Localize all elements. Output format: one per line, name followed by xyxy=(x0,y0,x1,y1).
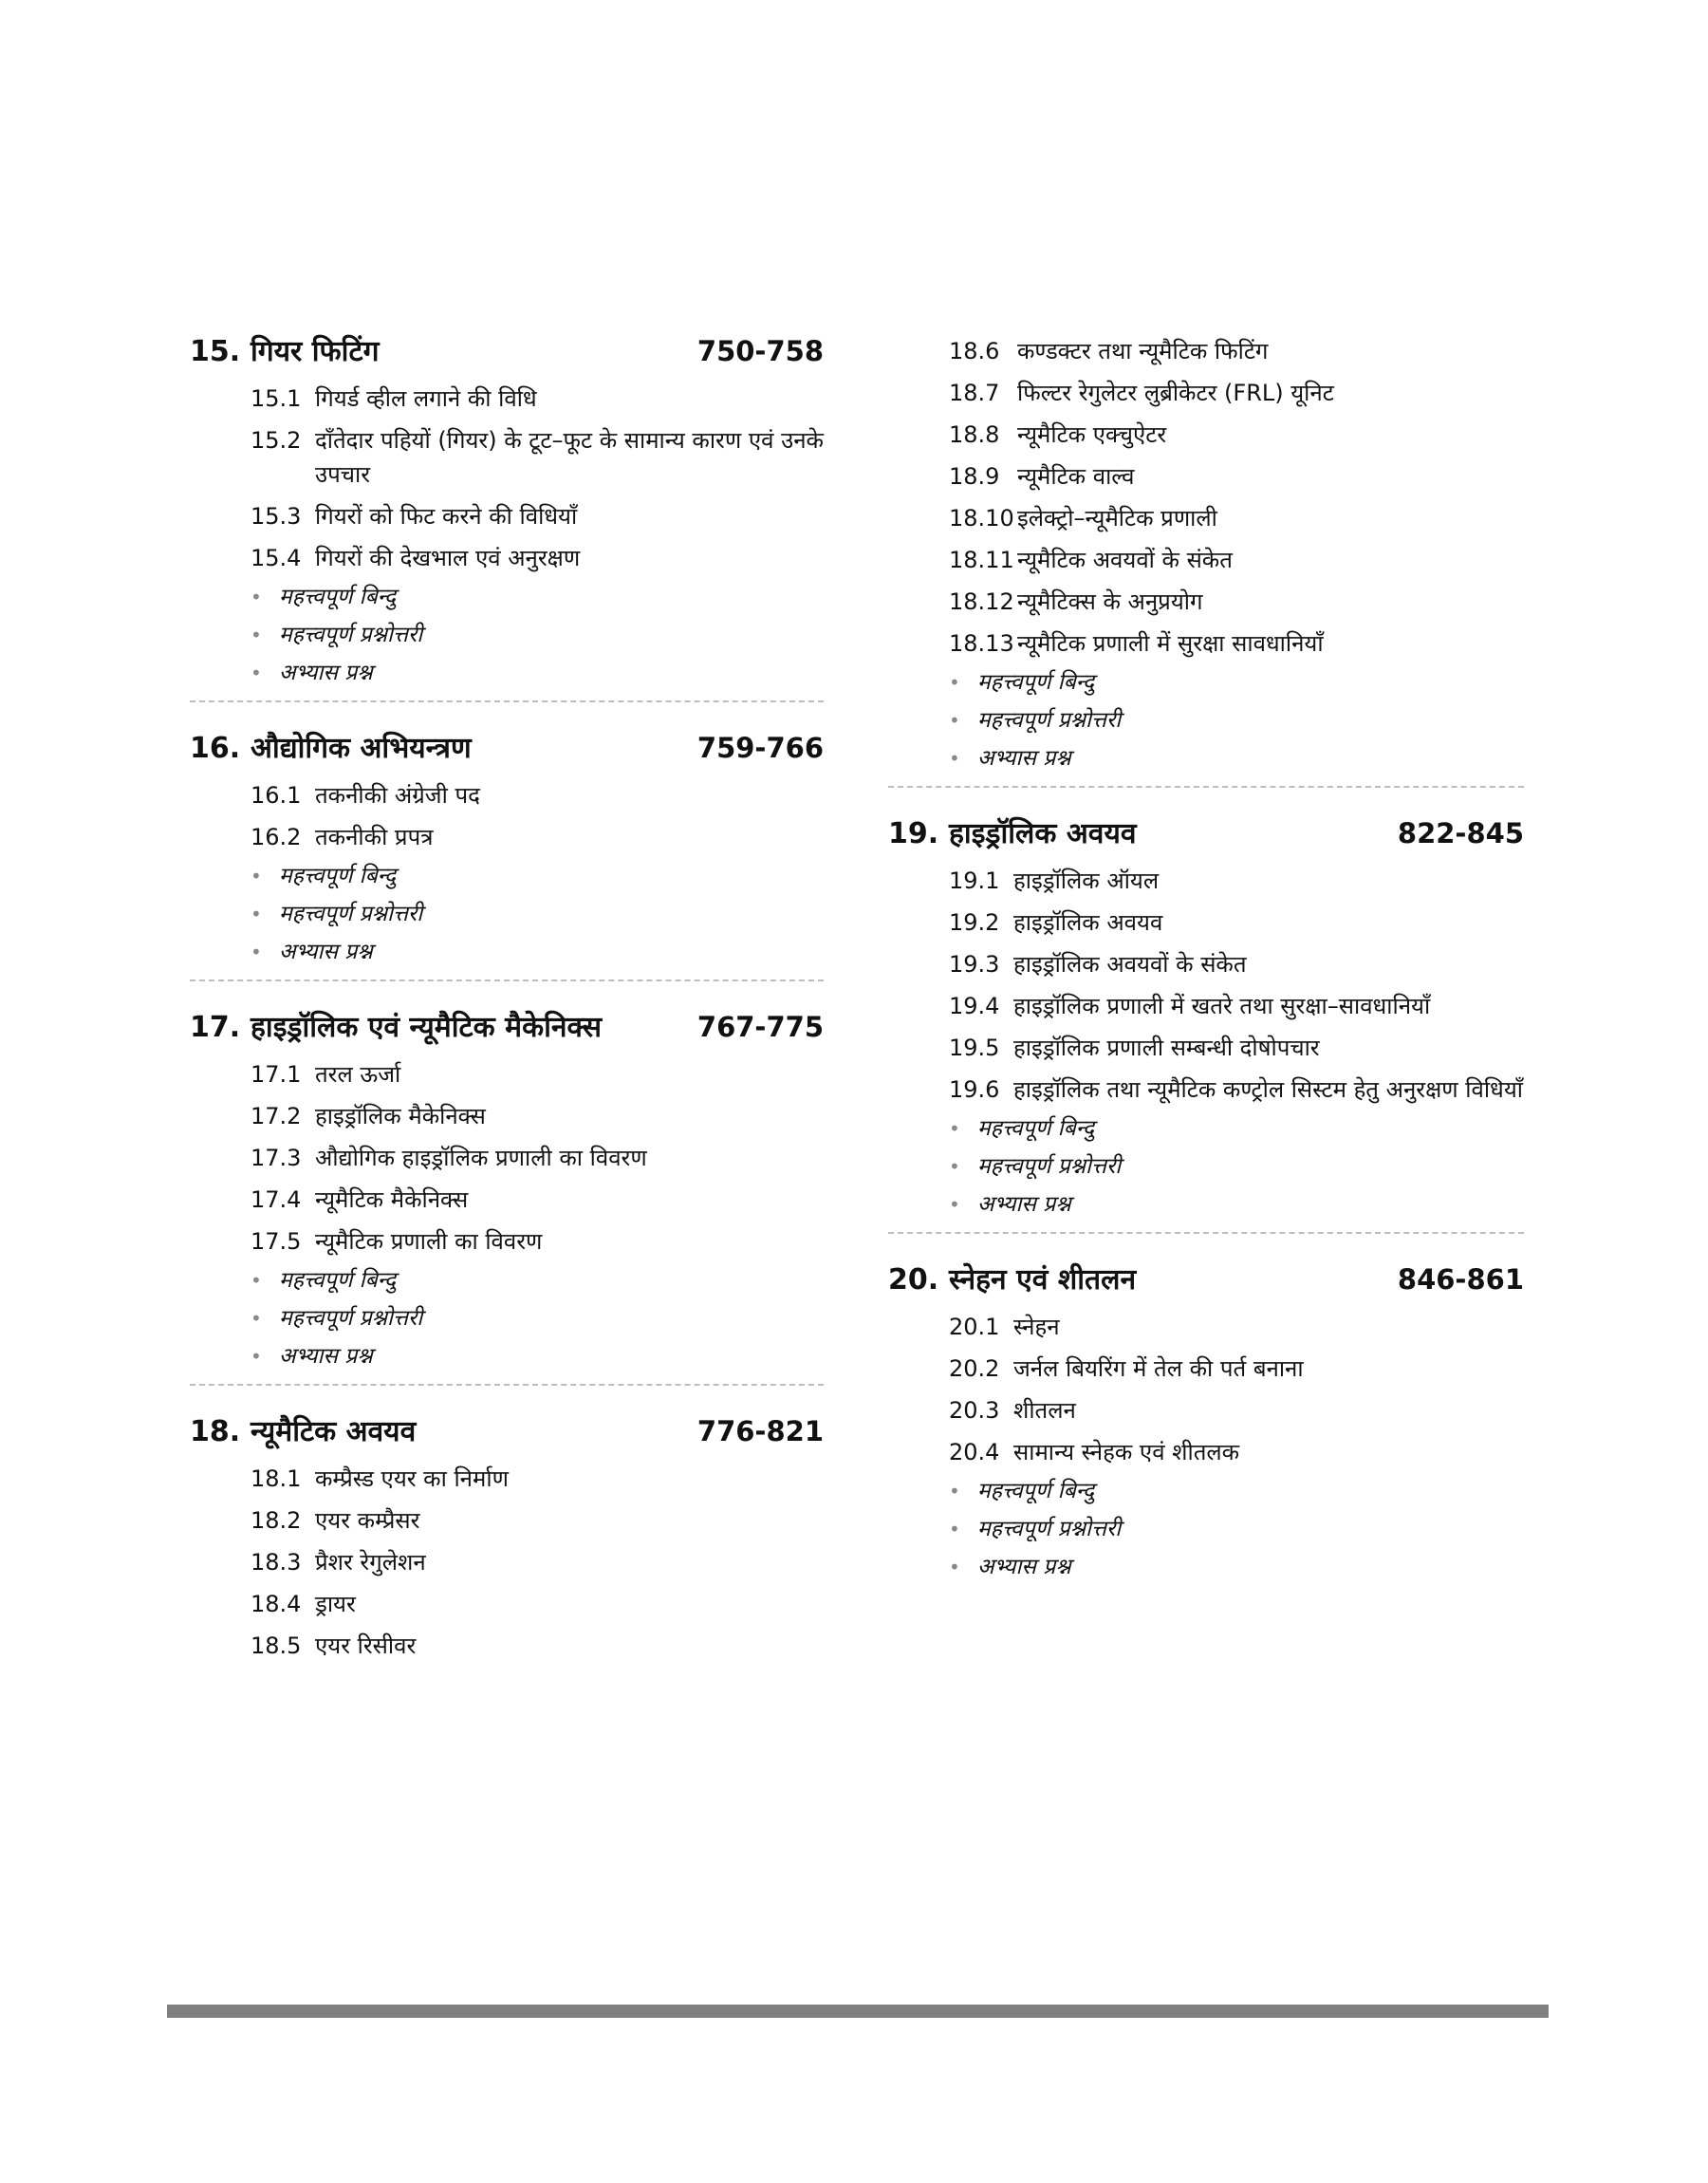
toc-right-column xyxy=(888,334,1524,1591)
topic-number: 18.12 xyxy=(949,588,1014,615)
chapter-heading xyxy=(888,812,1524,860)
bullet-dot-icon: • xyxy=(949,1193,960,1216)
topic-item xyxy=(949,1310,1524,1344)
extra-text: महत्त्वपूर्ण प्रश्नोत्तरी xyxy=(279,1306,423,1331)
extra-text: महत्त्वपूर्ण बिन्दु xyxy=(977,1116,1095,1141)
extra-item xyxy=(949,706,1524,735)
topic-text: हाइड्रॉलिक प्रणाली सम्बन्धी दोषोपचार xyxy=(1013,1035,1320,1061)
chapter-page-range: 759-766 xyxy=(696,732,824,764)
topic-item xyxy=(949,585,1524,619)
extra-item xyxy=(251,621,824,649)
topic-text: हाइड्रॉलिक तथा न्यूमैटिक कण्ट्रोल सिस्टम हेतु अनुरक्षण विधियाँ xyxy=(1013,1076,1523,1103)
chapter-page-range: 767-775 xyxy=(696,1011,824,1043)
topic-text: कम्प्रैस्ड एयर का निर्माण xyxy=(315,1465,509,1492)
topic-list xyxy=(888,1310,1524,1469)
extra-item xyxy=(949,1114,1524,1143)
topic-text: फिल्टर रेगुलेटर लुब्रीकेटर (FRL) यूनिट xyxy=(1017,380,1334,406)
extras-list xyxy=(888,1477,1524,1581)
topic-item xyxy=(251,423,824,492)
topic-text: गियरों को फिट करने की विधियाँ xyxy=(315,503,578,530)
topic-item xyxy=(251,499,824,533)
topic-text: प्रैशर रेगुलेशन xyxy=(315,1549,426,1576)
extra-item xyxy=(949,1553,1524,1581)
topic-item xyxy=(251,382,824,416)
chapter-page-range: 846-861 xyxy=(1397,1263,1524,1296)
topic-number: 17.2 xyxy=(251,1103,302,1129)
topic-item xyxy=(251,1099,824,1133)
topic-item xyxy=(251,820,824,854)
topic-text: कण्डक्टर तथा न्यूमैटिक फिटिंग xyxy=(1017,338,1269,364)
chapter-page-range: 750-758 xyxy=(696,335,824,367)
chapter-20 xyxy=(888,1259,1524,1581)
extra-item xyxy=(949,668,1524,697)
topic-number: 15.2 xyxy=(251,427,302,454)
bullet-dot-icon: • xyxy=(949,671,960,694)
topic-number: 19.3 xyxy=(949,951,1000,978)
topic-list xyxy=(888,334,1524,661)
topic-text: शीतलन xyxy=(1013,1397,1076,1424)
chapter-title: औद्योगिक अभियन्त्रण xyxy=(251,732,472,765)
bullet-dot-icon: • xyxy=(949,747,960,770)
topic-number: 17.5 xyxy=(251,1228,302,1255)
chapter-heading xyxy=(190,330,824,378)
topic-item xyxy=(949,1352,1524,1386)
chapter-number: 19. xyxy=(888,817,939,850)
topic-text: हाइड्रॉलिक अवयव xyxy=(1013,909,1163,936)
extras-list xyxy=(190,583,824,687)
chapter-page-range: 822-845 xyxy=(1397,817,1524,849)
extra-text: महत्त्वपूर्ण बिन्दु xyxy=(279,585,397,609)
topic-text: न्यूमैटिक मैकेनिक्स xyxy=(315,1186,469,1213)
topic-item xyxy=(949,459,1524,494)
extra-text: महत्त्वपूर्ण बिन्दु xyxy=(977,1479,1095,1503)
topic-number: 15.4 xyxy=(251,545,302,571)
topic-text: सामान्य स्नेहक एवं शीतलक xyxy=(1013,1439,1240,1465)
topic-text: औद्योगिक हाइड्रॉलिक प्रणाली का विवरण xyxy=(315,1145,647,1171)
extra-item xyxy=(949,1190,1524,1219)
topic-item xyxy=(949,905,1524,940)
section-divider xyxy=(190,980,824,981)
chapter-18 xyxy=(190,1410,824,1663)
bullet-dot-icon: • xyxy=(251,1307,262,1330)
topic-list xyxy=(190,1057,824,1259)
extra-text: अभ्यास प्रश्न xyxy=(977,746,1071,771)
topic-item xyxy=(949,418,1524,452)
chapter-title: हाइड्रॉलिक एवं न्यूमैटिक मैकेनिक्स xyxy=(251,1011,602,1044)
extra-text: महत्त्वपूर्ण प्रश्नोत्तरी xyxy=(977,708,1122,733)
extras-list xyxy=(888,1114,1524,1219)
topic-text: तकनीकी अंग्रेजी पद xyxy=(315,782,480,809)
topic-item xyxy=(949,1073,1524,1107)
chapter-heading xyxy=(190,727,824,774)
section-divider xyxy=(888,1232,1524,1234)
topic-text: इलेक्ट्रो–न्यूमैटिक प्रणाली xyxy=(1017,505,1217,532)
bullet-dot-icon: • xyxy=(251,662,262,684)
chapter-19 xyxy=(888,812,1524,1219)
topic-number: 17.4 xyxy=(251,1186,302,1213)
chapter-number: 17. xyxy=(190,1011,241,1044)
topic-number: 18.10 xyxy=(949,505,1014,532)
topic-item xyxy=(251,1587,824,1621)
topic-item xyxy=(949,543,1524,577)
topic-number: 18.13 xyxy=(949,630,1014,657)
topic-list xyxy=(190,1462,824,1663)
topic-text: हाइड्रॉलिक ऑयल xyxy=(1013,868,1160,894)
chapter-heading xyxy=(190,1410,824,1458)
extra-item xyxy=(251,659,824,687)
extra-item xyxy=(251,938,824,966)
topic-item xyxy=(251,541,824,575)
extra-text: महत्त्वपूर्ण प्रश्नोत्तरी xyxy=(977,1517,1122,1541)
extra-text: अभ्यास प्रश्न xyxy=(279,661,373,685)
topic-item xyxy=(949,626,1524,661)
topic-item xyxy=(251,1057,824,1092)
topic-number: 16.2 xyxy=(251,824,302,850)
topic-number: 18.9 xyxy=(949,463,1000,490)
topic-number: 18.5 xyxy=(251,1633,302,1659)
topic-text: एयर रिसीवर xyxy=(315,1633,417,1659)
topic-number: 18.4 xyxy=(251,1591,302,1617)
chapter-18-continued xyxy=(888,334,1524,773)
chapter-15 xyxy=(190,330,824,687)
bullet-dot-icon: • xyxy=(949,1117,960,1140)
section-divider xyxy=(888,786,1524,788)
topic-text: न्यूमैटिक वाल्व xyxy=(1017,463,1135,490)
topic-number: 19.2 xyxy=(949,909,1000,936)
topic-text: न्यूमैटिक अवयवों के संकेत xyxy=(1017,547,1233,573)
topic-item xyxy=(949,1393,1524,1427)
toc-left-column xyxy=(190,330,824,1670)
topic-item xyxy=(949,1435,1524,1469)
chapter-heading xyxy=(888,1259,1524,1306)
topic-number: 20.1 xyxy=(949,1314,1000,1340)
extras-list xyxy=(190,1266,824,1371)
topic-number: 20.3 xyxy=(949,1397,1000,1424)
topic-item xyxy=(251,1503,824,1538)
topic-list xyxy=(190,382,824,575)
topic-number: 19.1 xyxy=(949,868,1000,894)
topic-number: 15.1 xyxy=(251,385,302,412)
extra-text: अभ्यास प्रश्न xyxy=(279,1344,373,1369)
topic-text: न्यूमैटिक्स के अनुप्रयोग xyxy=(1017,588,1203,615)
topic-number: 18.11 xyxy=(949,547,1014,573)
footer-bar xyxy=(167,2005,1549,2018)
topic-item xyxy=(949,1031,1524,1065)
topic-item xyxy=(251,778,824,812)
topic-number: 19.4 xyxy=(949,993,1000,1019)
topic-item xyxy=(949,501,1524,535)
extras-list xyxy=(888,668,1524,773)
chapter-page-range: 776-821 xyxy=(696,1415,824,1447)
topic-number: 17.3 xyxy=(251,1145,302,1171)
bullet-dot-icon: • xyxy=(949,1480,960,1502)
extra-text: अभ्यास प्रश्न xyxy=(279,940,373,964)
topic-item xyxy=(949,864,1524,898)
topic-list xyxy=(888,864,1524,1107)
extra-item xyxy=(251,583,824,611)
extra-item xyxy=(251,862,824,890)
topic-number: 19.6 xyxy=(949,1076,1000,1103)
topic-number: 19.5 xyxy=(949,1035,1000,1061)
section-divider xyxy=(190,700,824,702)
topic-item xyxy=(251,1141,824,1175)
topic-text: न्यूमैटिक प्रणाली का विवरण xyxy=(315,1228,543,1255)
topic-number: 16.1 xyxy=(251,782,302,809)
extra-item xyxy=(251,1342,824,1371)
bullet-dot-icon: • xyxy=(949,1155,960,1178)
topic-number: 18.1 xyxy=(251,1465,302,1492)
bullet-dot-icon: • xyxy=(251,903,262,925)
topic-text: जर्नल बियरिंग में तेल की पर्त बनाना xyxy=(1013,1355,1304,1382)
bullet-dot-icon: • xyxy=(949,1518,960,1540)
chapter-number: 16. xyxy=(190,732,241,765)
topic-number: 20.2 xyxy=(949,1355,1000,1382)
bullet-dot-icon: • xyxy=(949,709,960,732)
topic-number: 18.6 xyxy=(949,338,1000,364)
extra-item xyxy=(251,1266,824,1295)
extra-item xyxy=(251,1304,824,1333)
topic-text: न्यूमैटिक एक्चुऐटर xyxy=(1017,421,1167,448)
extra-text: अभ्यास प्रश्न xyxy=(977,1192,1071,1217)
topic-item xyxy=(251,1224,824,1259)
extra-item xyxy=(949,1152,1524,1181)
topic-text: एयर कम्प्रैसर xyxy=(315,1507,420,1534)
extra-text: महत्त्वपूर्ण प्रश्नोत्तरी xyxy=(279,623,423,647)
bullet-dot-icon: • xyxy=(251,1269,262,1292)
chapter-title: स्नेहन एवं शीतलन xyxy=(949,1263,1137,1297)
topic-item xyxy=(949,947,1524,981)
topic-text: स्नेहन xyxy=(1013,1314,1060,1340)
bullet-dot-icon: • xyxy=(949,1556,960,1578)
topic-text: दाँतेदार पहियों (गियर) के टूट–फूट के सामान्य कारण एवं उनके उपचार xyxy=(315,427,824,488)
bullet-dot-icon: • xyxy=(251,624,262,646)
chapter-heading xyxy=(190,1006,824,1054)
topic-text: गियर्ड व्हील लगाने की विधि xyxy=(315,385,537,412)
extras-list xyxy=(190,862,824,966)
topic-list xyxy=(190,778,824,854)
extra-text: महत्त्वपूर्ण बिन्दु xyxy=(977,670,1095,695)
chapter-title: न्यूमैटिक अवयव xyxy=(251,1415,417,1448)
chapter-title: हाइड्रॉलिक अवयव xyxy=(949,817,1137,850)
bullet-dot-icon: • xyxy=(251,586,262,608)
topic-item xyxy=(949,376,1524,410)
topic-text: तकनीकी प्रपत्र xyxy=(315,824,434,850)
extra-text: महत्त्वपूर्ण प्रश्नोत्तरी xyxy=(977,1154,1122,1179)
topic-item xyxy=(251,1183,824,1217)
topic-item xyxy=(251,1629,824,1663)
topic-item xyxy=(949,334,1524,368)
topic-number: 18.3 xyxy=(251,1549,302,1576)
topic-number: 17.1 xyxy=(251,1061,302,1088)
extra-text: महत्त्वपूर्ण बिन्दु xyxy=(279,864,397,888)
bullet-dot-icon: • xyxy=(251,941,262,963)
topic-item xyxy=(251,1545,824,1579)
chapter-number: 20. xyxy=(888,1263,939,1297)
topic-number: 18.8 xyxy=(949,421,1000,448)
chapter-17 xyxy=(190,1006,824,1371)
topic-text: हाइड्रॉलिक मैकेनिक्स xyxy=(315,1103,486,1129)
extra-item xyxy=(949,744,1524,773)
topic-item xyxy=(949,989,1524,1023)
chapter-title: गियर फिटिंग xyxy=(251,335,380,368)
chapter-16 xyxy=(190,727,824,966)
extra-text: महत्त्वपूर्ण बिन्दु xyxy=(279,1268,397,1293)
extra-item xyxy=(251,900,824,928)
chapter-number: 18. xyxy=(190,1415,241,1448)
bullet-dot-icon: • xyxy=(251,865,262,887)
topic-number: 15.3 xyxy=(251,503,302,530)
chapter-number: 15. xyxy=(190,335,241,368)
topic-text: ड्रायर xyxy=(315,1591,356,1617)
topic-text: तरल ऊर्जा xyxy=(315,1061,401,1088)
topic-item xyxy=(251,1462,824,1496)
extra-text: महत्त्वपूर्ण प्रश्नोत्तरी xyxy=(279,902,423,926)
topic-number: 20.4 xyxy=(949,1439,1000,1465)
topic-text: न्यूमैटिक प्रणाली में सुरक्षा सावधानियाँ xyxy=(1017,630,1324,657)
topic-number: 18.7 xyxy=(949,380,1000,406)
topic-text: गियरों की देखभाल एवं अनुरक्षण xyxy=(315,545,581,571)
topic-text: हाइड्रॉलिक प्रणाली में खतरे तथा सुरक्षा–सावधानियाँ xyxy=(1013,993,1431,1019)
extra-text: अभ्यास प्रश्न xyxy=(977,1555,1071,1579)
extra-item xyxy=(949,1477,1524,1505)
topic-number: 18.2 xyxy=(251,1507,302,1534)
extra-item xyxy=(949,1515,1524,1543)
bullet-dot-icon: • xyxy=(251,1345,262,1368)
topic-text: हाइड्रॉलिक अवयवों के संकेत xyxy=(1013,951,1247,978)
section-divider xyxy=(190,1384,824,1386)
